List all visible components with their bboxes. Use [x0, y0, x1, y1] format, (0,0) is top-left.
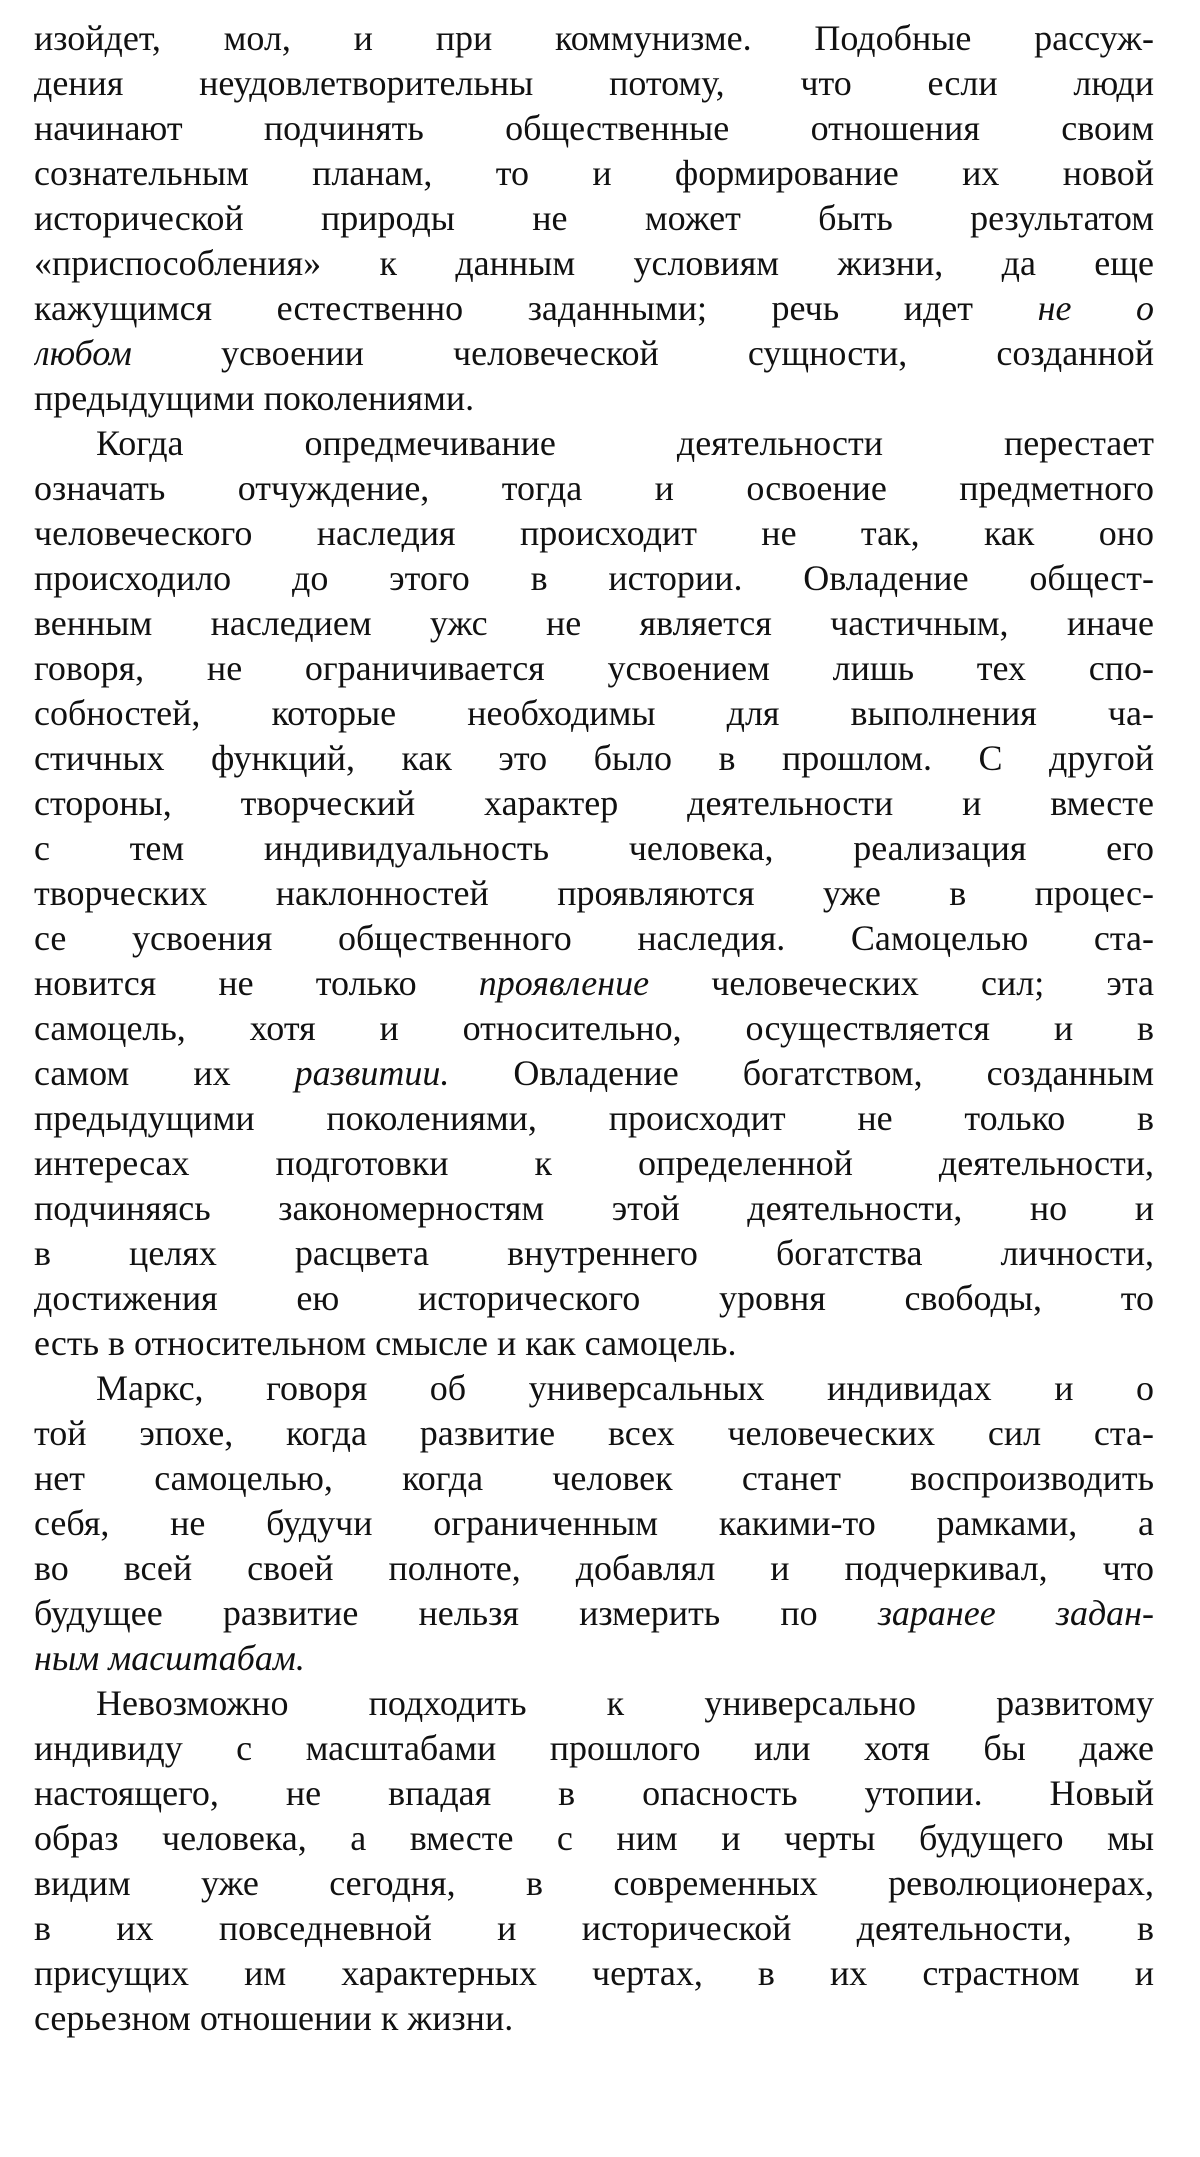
text-line	[34, 1006, 1154, 1051]
text-line	[34, 1906, 1154, 1951]
text-segment: говоря, не ограничивается усвоением лишь тех спо-	[34, 648, 1154, 688]
text-segment: стороны, творческий характер деятельности и вместе	[34, 783, 1154, 823]
text-segment: предыдущими поколениями.	[34, 378, 475, 418]
italic-text: проявление	[478, 963, 650, 1003]
text-line	[34, 916, 1154, 961]
text-segment: Маркс, говоря об универсальных индивидах и о	[96, 1368, 1154, 1408]
text-segment: индивиду с масштабами прошлого или хотя бы даже	[34, 1728, 1154, 1768]
text-line	[34, 826, 1154, 871]
text-segment: присущих им характерных чертах, в их страстном и	[34, 1953, 1154, 1993]
text-segment: изойдет, мол, и при коммунизме. Подобные рассуж-	[34, 18, 1154, 58]
text-line	[34, 1726, 1154, 1771]
text-line	[34, 1411, 1154, 1456]
text-line	[34, 1456, 1154, 1501]
text-line	[34, 1951, 1154, 1996]
text-line	[34, 511, 1154, 556]
text-segment: есть в относительном смысле и как самоцель.	[34, 1323, 737, 1363]
text-line	[34, 1051, 1154, 1096]
text-segment: начинают подчинять общественные отношения своим	[34, 108, 1154, 148]
text-segment: Овладение богатством, созданным	[449, 1053, 1154, 1093]
text-segment: Невозможно подходить к универсально развитому	[96, 1683, 1154, 1723]
text-segment: самом их	[34, 1053, 295, 1093]
text-line	[34, 1861, 1154, 1906]
text-segment: творческих наклонностей проявляются уже в процес-	[34, 873, 1154, 913]
text-line	[34, 61, 1154, 106]
text-line	[34, 1186, 1154, 1231]
italic-text: заранее задан-	[877, 1593, 1154, 1633]
text-line	[34, 1276, 1154, 1321]
text-line	[34, 1231, 1154, 1276]
text-segment: человеческих сил; эта	[649, 963, 1154, 1003]
italic-text: развитии.	[294, 1053, 450, 1093]
text-segment: Когда опредмечивание деятельности перестает	[96, 423, 1154, 463]
paragraph	[34, 16, 1154, 421]
text-line	[34, 241, 1154, 286]
text-segment: будущее развитие нельзя измерить по	[34, 1593, 878, 1633]
text-segment: интересах подготовки к определенной деятельности,	[34, 1143, 1154, 1183]
text-line	[34, 781, 1154, 826]
text-line	[34, 1591, 1154, 1636]
text-line	[34, 1501, 1154, 1546]
text-line	[34, 331, 1154, 376]
italic-text: ным масштабам.	[34, 1638, 305, 1678]
text-segment: самоцель, хотя и относительно, осуществляется и в	[34, 1008, 1154, 1048]
paragraph	[34, 421, 1154, 1366]
text-segment: «приспособления» к данным условиям жизни, да еще	[34, 243, 1154, 283]
paragraph	[34, 1681, 1154, 2041]
paragraph	[34, 1366, 1154, 1681]
text-line	[34, 466, 1154, 511]
text-segment: человеческого наследия происходит не так, как оно	[34, 513, 1154, 553]
text-segment: означать отчуждение, тогда и освоение предметного	[34, 468, 1154, 508]
text-line	[34, 16, 1154, 61]
text-segment: стичных функций, как это было в прошлом. С другой	[34, 738, 1154, 778]
text-line	[34, 556, 1154, 601]
text-line	[34, 106, 1154, 151]
text-segment: себя, не будучи ограниченным какими-то рамками, а	[34, 1503, 1154, 1543]
text-segment: новится не только	[34, 963, 479, 1003]
text-segment: венным наследием ужс не является частичным, иначе	[34, 603, 1154, 643]
text-line	[34, 1816, 1154, 1861]
text-segment: предыдущими поколениями, происходит не только в	[34, 1098, 1154, 1138]
text-segment: достижения ею исторического уровня свободы, то	[34, 1278, 1154, 1318]
text-segment: в целях расцвета внутреннего богатства личности,	[34, 1233, 1154, 1273]
text-line	[34, 1771, 1154, 1816]
text-line	[34, 1141, 1154, 1186]
text-line	[34, 196, 1154, 241]
text-line	[34, 151, 1154, 196]
text-segment: исторической природы не может быть результатом	[34, 198, 1154, 238]
text-segment: кажущимся естественно заданными; речь идет	[34, 288, 1038, 328]
text-line	[34, 1096, 1154, 1141]
text-segment: образ человека, а вместе с ним и черты будущего мы	[34, 1818, 1154, 1858]
italic-text: любом	[34, 333, 132, 373]
text-line	[34, 961, 1154, 1006]
book-page	[34, 16, 1154, 2041]
text-line	[34, 1321, 1154, 1366]
text-segment: с тем индивидуальность человека, реализация его	[34, 828, 1154, 868]
text-segment: той эпохе, когда развитие всех человеческих сил ста-	[34, 1413, 1154, 1453]
text-segment: серьезном отношении к жизни.	[34, 1998, 514, 2038]
text-segment: дения неудовлетворительны потому, что если люди	[34, 63, 1154, 103]
text-line	[34, 691, 1154, 736]
text-segment: се усвоения общественного наследия. Самоцелью ста-	[34, 918, 1154, 958]
text-segment: в их повседневной и исторической деятельности, в	[34, 1908, 1154, 1948]
text-segment: происходило до этого в истории. Овладение общест-	[34, 558, 1154, 598]
text-segment: настоящего, не впадая в опасность утопии. Новый	[34, 1773, 1154, 1813]
text-segment: усвоении человеческой сущности, созданной	[131, 333, 1154, 373]
text-segment: нет самоцелью, когда человек станет воспроизводить	[34, 1458, 1154, 1498]
text-line	[34, 736, 1154, 781]
text-segment: сознательным планам, то и формирование их новой	[34, 153, 1154, 193]
text-line	[34, 646, 1154, 691]
text-line	[34, 376, 1154, 421]
text-line	[34, 871, 1154, 916]
text-line	[34, 421, 1154, 466]
text-segment: во всей своей полноте, добавлял и подчеркивал, что	[34, 1548, 1154, 1588]
text-segment: подчиняясь закономерностям этой деятельности, но и	[34, 1188, 1154, 1228]
text-line	[34, 1636, 1154, 1681]
italic-text: не о	[1037, 288, 1154, 328]
text-segment: собностей, которые необходимы для выполнения ча-	[34, 693, 1154, 733]
text-line	[34, 1681, 1154, 1726]
text-segment: видим уже сегодня, в современных революционерах,	[34, 1863, 1154, 1903]
text-line	[34, 286, 1154, 331]
text-line	[34, 601, 1154, 646]
text-line	[34, 1996, 1154, 2041]
text-line	[34, 1546, 1154, 1591]
text-line	[34, 1366, 1154, 1411]
